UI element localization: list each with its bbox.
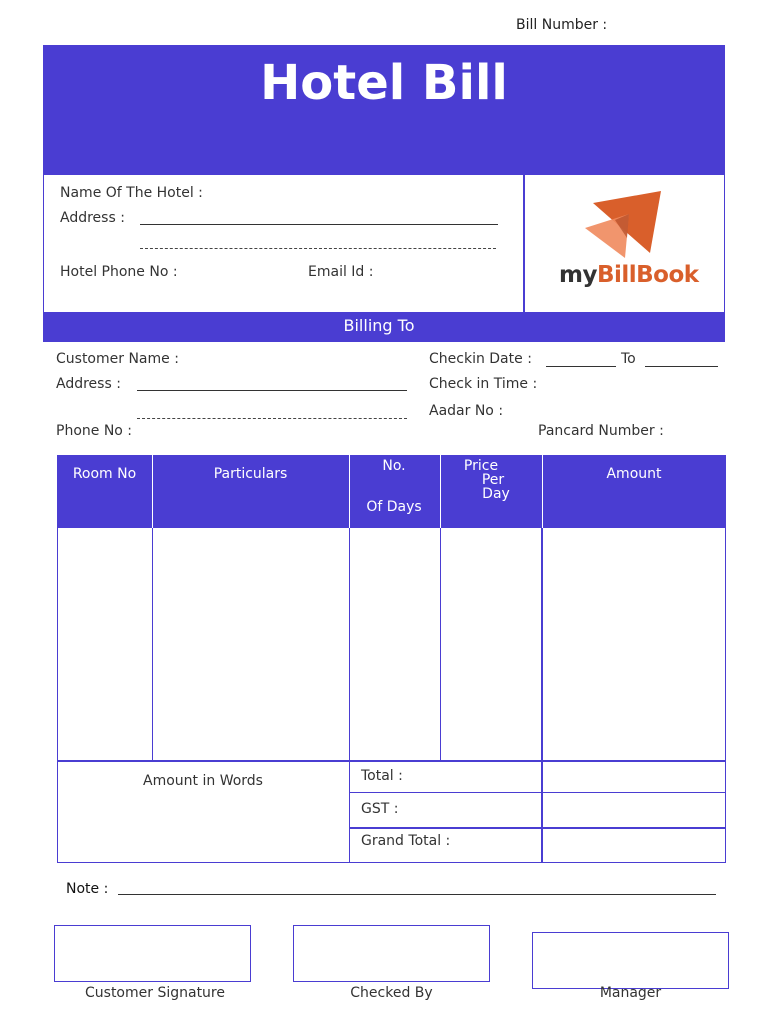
page-title: Hotel Bill [260, 55, 508, 111]
gst-label: GST : [361, 801, 399, 817]
hotel-box-right-border [724, 175, 725, 312]
checkin-date-line [546, 366, 616, 367]
header-no: No. [382, 458, 406, 474]
customer-address-line [137, 390, 407, 391]
customer-phone-label: Phone No : [56, 423, 133, 439]
checkout-date-line [645, 366, 718, 367]
header-day: Day [482, 486, 510, 502]
table-border-bottom [57, 862, 726, 863]
manager-label: Manager [599, 985, 662, 1001]
total-label: Total : [361, 768, 403, 784]
note-line [118, 894, 716, 895]
billing-to-bar [43, 312, 725, 342]
checked-by-label: Checked By [350, 985, 433, 1001]
hotel-email-label: Email Id : [308, 264, 374, 280]
amount-in-words-label: Amount in Words [143, 773, 263, 789]
hotel-box-left-border [43, 175, 44, 312]
customer-name-label: Customer Name : [56, 351, 179, 367]
title-banner [43, 45, 725, 175]
totals-row-divider [349, 792, 726, 793]
col-divider-days [440, 528, 441, 760]
header-separator [542, 455, 543, 528]
logo-prefix: my [559, 262, 597, 288]
header-amount: Amount [606, 466, 662, 482]
customer-address-line-2 [137, 418, 407, 419]
customer-address-label: Address : [56, 376, 121, 392]
col-divider-particulars [349, 528, 350, 863]
col-divider-price [541, 528, 543, 863]
aadar-label: Aadar No : [429, 403, 504, 419]
table-body-bottom [57, 760, 726, 762]
logo-text [559, 262, 699, 288]
table-border-right [725, 528, 726, 863]
logo-brand: BillBook [596, 262, 699, 288]
mybillbook-logo [555, 188, 705, 293]
manager-box [532, 932, 729, 989]
header-of-days: Of Days [366, 499, 422, 515]
totals-row-divider [349, 827, 726, 829]
hotel-address-line [140, 224, 498, 225]
hotel-phone-label: Hotel Phone No : [60, 264, 178, 280]
pancard-label: Pancard Number : [538, 423, 664, 439]
header-separator [440, 455, 441, 528]
hotel-address-line-2 [140, 248, 496, 249]
customer-signature-label: Customer Signature [85, 985, 225, 1001]
note-label: Note : [66, 881, 109, 897]
checkin-to-label: To [621, 351, 636, 367]
header-separator [152, 455, 153, 528]
header-price: Price [463, 458, 499, 474]
grand-total-label: Grand Total : [361, 833, 451, 849]
hotel-address-label: Address : [60, 210, 125, 226]
checkin-time-label: Check in Time : [429, 376, 538, 392]
logo-triangles-icon [585, 188, 665, 258]
header-room-no: Room No [72, 466, 137, 482]
header-per: Per [481, 472, 505, 488]
col-divider-room [152, 528, 153, 760]
header-particulars: Particulars [213, 466, 288, 482]
header-separator [349, 455, 350, 528]
checkin-date-label: Checkin Date : [429, 351, 532, 367]
customer-signature-box [54, 925, 251, 982]
billing-to-title: Billing To [343, 316, 415, 335]
bill-number-label: Bill Number : [516, 17, 608, 33]
table-border-left [57, 528, 58, 863]
hotel-name-label: Name Of The Hotel : [60, 185, 203, 201]
checked-by-box [293, 925, 490, 982]
hotel-box-divider [523, 175, 525, 312]
